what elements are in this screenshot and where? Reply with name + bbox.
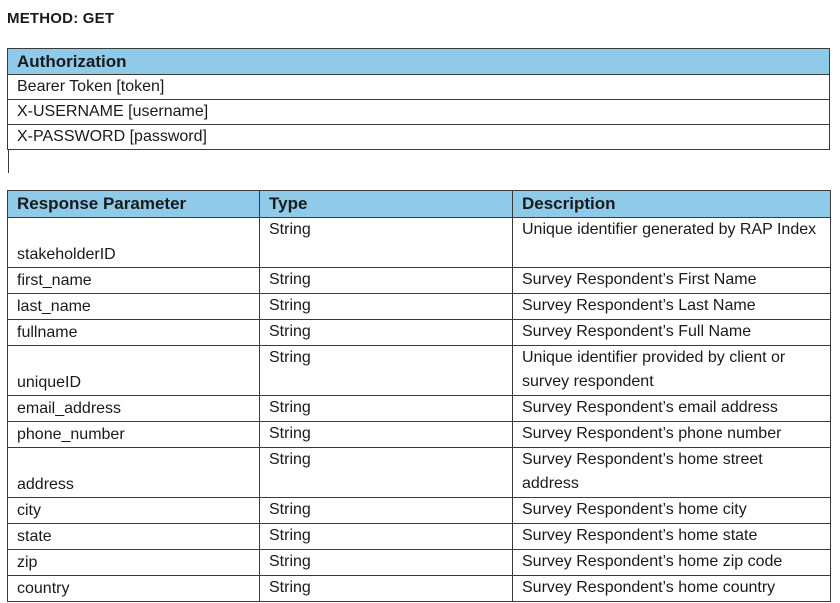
type-cell: String <box>260 524 513 550</box>
description-cell: Unique identifier generated by RAP Index <box>513 218 831 268</box>
param-cell: stakeholderID <box>8 218 260 268</box>
param-cell: phone_number <box>8 422 260 448</box>
type-cell: String <box>260 346 513 396</box>
param-cell: last_name <box>8 294 260 320</box>
type-cell: String <box>260 294 513 320</box>
param-cell: zip <box>8 550 260 576</box>
description-cell: Survey Respondent’s First Name <box>513 268 831 294</box>
description-cell: Survey Respondent’s Last Name <box>513 294 831 320</box>
param-cell: state <box>8 524 260 550</box>
param-cell: fullname <box>8 320 260 346</box>
column-header-type: Type <box>260 191 513 218</box>
authorization-row <box>8 125 830 150</box>
description-cell: Survey Respondent’s home zip code <box>513 550 831 576</box>
authorization-table <box>7 48 830 150</box>
response-table <box>7 190 831 602</box>
table-row <box>8 396 831 422</box>
table-row <box>8 448 831 498</box>
param-cell: country <box>8 576 260 602</box>
table-row <box>8 268 831 294</box>
authorization-item: X-PASSWORD [password] <box>8 125 830 150</box>
authorization-item: Bearer Token [token] <box>8 75 830 100</box>
table-row <box>8 422 831 448</box>
description-cell: Survey Respondent’s email address <box>513 396 831 422</box>
description-cell: Survey Respondent’s phone number <box>513 422 831 448</box>
type-cell: String <box>260 320 513 346</box>
param-cell: city <box>8 498 260 524</box>
type-cell: String <box>260 396 513 422</box>
table-row <box>8 346 831 396</box>
column-header-parameter: Response Parameter <box>8 191 260 218</box>
text-cursor <box>8 150 9 173</box>
authorization-row <box>8 75 830 100</box>
type-cell: String <box>260 268 513 294</box>
table-row <box>8 294 831 320</box>
table-row <box>8 218 831 268</box>
table-row <box>8 498 831 524</box>
authorization-row <box>8 100 830 125</box>
type-cell: String <box>260 218 513 268</box>
type-cell: String <box>260 550 513 576</box>
table-row <box>8 524 831 550</box>
type-cell: String <box>260 576 513 602</box>
response-header-row <box>8 191 831 218</box>
param-cell: uniqueID <box>8 346 260 396</box>
description-cell: Survey Respondent’s home street address <box>513 448 831 498</box>
type-cell: String <box>260 448 513 498</box>
description-cell: Unique identifier provided by client or survey respondent <box>513 346 831 396</box>
param-cell: first_name <box>8 268 260 294</box>
authorization-header: Authorization <box>8 49 830 75</box>
description-cell: Survey Respondent’s home country <box>513 576 831 602</box>
type-cell: String <box>260 422 513 448</box>
description-cell: Survey Respondent’s Full Name <box>513 320 831 346</box>
param-cell: address <box>8 448 260 498</box>
authorization-item: X-USERNAME [username] <box>8 100 830 125</box>
param-cell: email_address <box>8 396 260 422</box>
type-cell: String <box>260 498 513 524</box>
table-row <box>8 576 831 602</box>
table-row <box>8 550 831 576</box>
table-row <box>8 320 831 346</box>
method-label: METHOD: GET <box>7 10 115 27</box>
description-cell: Survey Respondent’s home city <box>513 498 831 524</box>
description-cell: Survey Respondent’s home state <box>513 524 831 550</box>
column-header-description: Description <box>513 191 831 218</box>
